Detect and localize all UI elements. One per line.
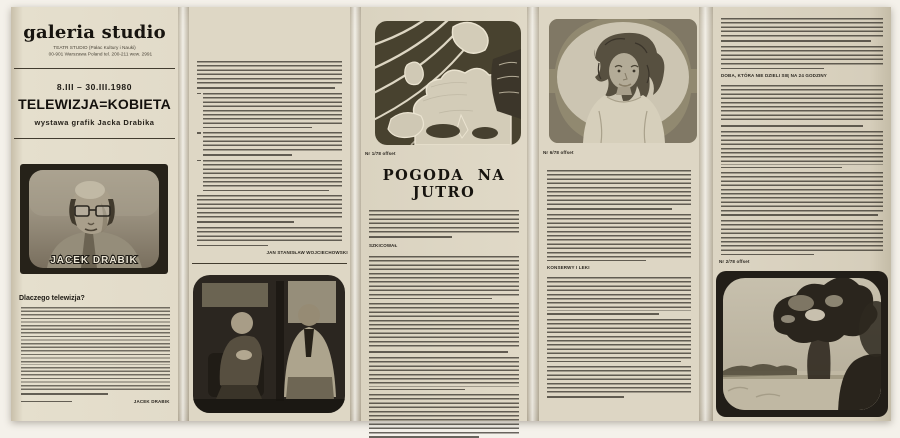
body-text-block (203, 132, 342, 152)
body-text-line (547, 361, 681, 363)
divider (14, 68, 175, 69)
panel-portrait (539, 7, 699, 421)
body-text-block (721, 18, 883, 38)
body-text-block (547, 319, 691, 359)
body-text-block (721, 85, 883, 123)
body-text-line (721, 40, 871, 42)
body-text-block (547, 366, 691, 394)
body-text-line (369, 389, 465, 391)
body-text-line (203, 127, 312, 129)
exhibition-subtitle: wystawa grafik Jacka Drabika (34, 118, 155, 127)
panel-article (361, 7, 527, 421)
address-line-1: TEATR STUDIO (Pałac Kultury i Nauki) (53, 44, 136, 51)
body-text-block (197, 227, 342, 243)
body-text-block (203, 160, 342, 188)
body-text-line (197, 221, 294, 223)
body-text-block (21, 307, 170, 365)
address-line-2: 00-901 Warszawa Poland tel. 200-211 wew. 2991 (48, 51, 153, 57)
body-text-block (197, 195, 342, 219)
image-caption: Nr 6/78 offset (543, 150, 574, 155)
body-text-block (197, 61, 342, 85)
panel-cover (11, 7, 178, 421)
image-caption: Nr 2/78 offset (719, 259, 750, 264)
tv-woman-image (549, 19, 697, 143)
body-text-line (547, 396, 624, 398)
article-subheading: SZKICOWAŁ (369, 242, 398, 248)
body-text-line (21, 401, 72, 403)
body-text-block (369, 357, 519, 387)
body-text-block (369, 210, 519, 234)
fold-crease (350, 7, 361, 421)
body-text-line (203, 190, 329, 192)
article-subheading: DOBA, KTÓRA NIE DZIELI SIĘ NA 24 GODZINY (721, 73, 827, 78)
panel-interview (189, 7, 350, 421)
body-text-line (203, 154, 292, 156)
body-text-block (547, 170, 691, 206)
exhibition-title: TELEWIZJA=KOBIETA (18, 96, 171, 112)
panel-final (713, 7, 891, 421)
body-text-block (721, 46, 883, 66)
article-subheading: KONSERWY I LEKI (547, 265, 590, 270)
section-heading: Dlaczego telewizja? (19, 295, 85, 302)
exhibition-leaflet (11, 7, 891, 421)
body-text-line (369, 236, 452, 238)
body-text-line (197, 87, 335, 89)
body-text-line (21, 393, 108, 395)
body-text-block (21, 367, 170, 391)
body-text-block (547, 277, 691, 311)
body-text-block (203, 93, 342, 125)
body-text-line (547, 313, 659, 315)
body-text-block (547, 214, 691, 258)
body-text-line (369, 351, 508, 353)
image-caption: Nr 1/78 offset (365, 151, 396, 156)
body-text-line (369, 436, 479, 438)
tv-portrait-image (19, 163, 169, 277)
body-text-line (369, 298, 492, 300)
fold-crease (178, 7, 189, 421)
body-text-line (721, 254, 814, 256)
body-text-line (547, 260, 646, 262)
divider (192, 263, 347, 264)
fold-crease (699, 7, 713, 421)
author-signature: JAN STANISŁAW WOJCIECHOWSKI (266, 250, 348, 255)
weather-map-image (375, 21, 521, 145)
body-text-line (197, 245, 268, 247)
author-signature: JACEK DRABIK (134, 398, 170, 404)
body-text-line (721, 167, 842, 169)
fold-crease (527, 7, 539, 421)
gallery-address (11, 44, 178, 59)
tv-two-men-image (192, 273, 346, 415)
body-text-line (721, 214, 878, 216)
divider (14, 138, 175, 139)
body-text-line (547, 208, 672, 210)
article-title: POGODA NA JUTRO (382, 167, 506, 201)
body-text-line (721, 125, 863, 127)
tv-mushroom-cloud-image (716, 271, 888, 417)
body-text-block (721, 220, 883, 252)
body-text-block (369, 256, 519, 296)
body-text-block (369, 394, 519, 434)
exhibition-dates: 8.III – 30.III.1980 (56, 82, 133, 92)
body-text-block (721, 131, 883, 165)
body-text-block (369, 303, 519, 349)
body-text-block (721, 172, 883, 212)
body-text-line (721, 68, 824, 70)
gallery-logo: galeria studio (23, 22, 166, 43)
tv-caption-text: JACEK DRABIK (50, 255, 138, 266)
